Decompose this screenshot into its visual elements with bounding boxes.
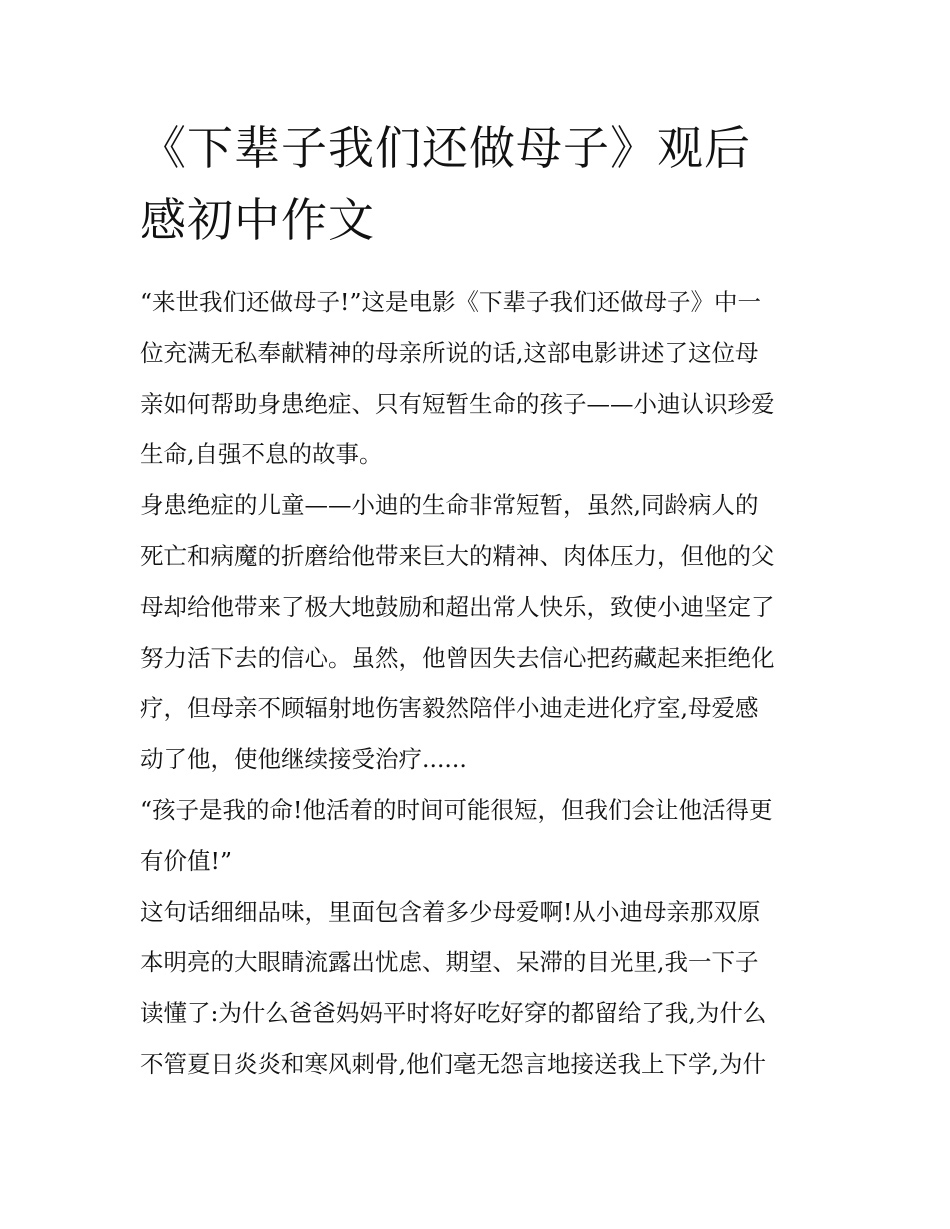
body-line: 亲如何帮助身患绝症、只有短暂生命的孩子——小迪认识珍爱 xyxy=(140,389,775,418)
body-line: 读懂了:为什么爸爸妈妈平时将好吃好穿的都留给了我,为什么 xyxy=(140,999,767,1028)
body-line: “来世我们还做母子!”这是电影《下辈子我们还做母子》中一 xyxy=(140,288,761,316)
body-line: 位充满无私奉献精神的母亲所说的话,这部电影讲述了这位母 xyxy=(140,338,759,367)
body-line: 身患绝症的儿童——小迪的生命非常短暂，虽然,同龄病人的 xyxy=(140,491,759,520)
body-line: 疗，但母亲不顾辐射地伤害毅然陪伴小迪走进化疗室,母爱感 xyxy=(140,694,759,723)
body-line: “孩子是我的命!他活着的时间可能很短，但我们会让他活得更 xyxy=(140,795,773,824)
body-line: 动了他，使他继续接受治疗...... xyxy=(140,745,467,774)
body-line: 努力活下去的信心。虽然，他曾因失去信心把药藏起来拒绝化 xyxy=(140,643,775,672)
title-line: 感初中作文 xyxy=(140,193,375,247)
body-line: 死亡和病魔的折磨给他带来巨大的精神、肉体压力，但他的父 xyxy=(140,541,775,570)
document-body xyxy=(140,277,820,1090)
document-title xyxy=(140,112,820,256)
title-line: 《下辈子我们还做母子》观后 xyxy=(140,121,751,175)
body-line: 母却给他带来了极大地鼓励和超出常人快乐，致使小迪坚定了 xyxy=(140,592,775,621)
body-line: 这句话细细品味，里面包含着多少母爱啊!从小迪母亲那双原 xyxy=(140,897,761,926)
body-line: 本明亮的大眼睛流露出忧虑、期望、呆滞的目光里,我一下子 xyxy=(140,948,759,977)
body-line: 有价值!” xyxy=(140,846,232,875)
body-line: 不管夏日炎炎和寒风刺骨,他们毫无怨言地接送我上下学,为什 xyxy=(140,1049,766,1078)
body-line: 生命,自强不息的故事。 xyxy=(140,440,383,469)
